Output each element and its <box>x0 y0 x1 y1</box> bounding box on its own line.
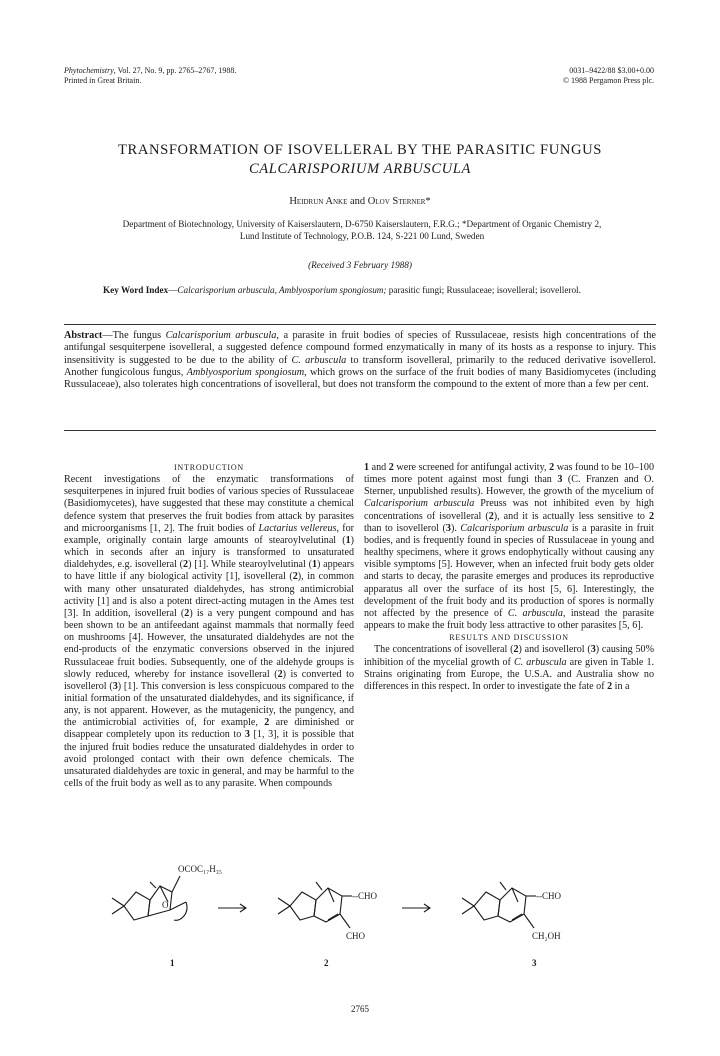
printed-note: Printed in Great Britain. <box>64 76 142 85</box>
introduction-paragraph: Recent investigations of the enzymatic transformations of sesquiterpenes in injured fruit bodies of various species of Russulaceae (Basidiomycetes), have suggested that these may constitute a chemical defence system that preserves the fruit bodies from attack by parasites and microorganisms [1, 2]. The fruit bodies of Lactarius vellereus, for example, originally contain large amounts of stearoylvelutinal (1) which in seconds after an injury is transformed to unsaturated dialdehydes, e.g. isovelleral (2) [1]. While stearoylvelutinal (1) appears to have little if any biological activity [1], isovelleral (2), in common with many other unsaturated dialdehydes, has strong antimicrobial activity [1] and is also a potent direct-acting mutagen in the Ames test [3]. In addition, isovelleral (2) is a very pungent compound and has been shown to be an antifeedant against mammals that normally feed on mushrooms [4]. However, the unsaturated dialdehydes are not the end-products of the enzymatic conversions observed in the injured Russulaceae fruit bodies. Subsequently, one of the aldehyde groups is slowly reduced, whereby for instance isovelleral (2) is converted to isovellerol (3) [1]. This conversion is less conspicuous compared to the initial formation of the unsaturated dialdehydes, and its significance, if any, is not apparent. However, as the mutagenicity, the pungency, and the antimicrobial activities of, for example, 2 are diminished or disappear completely upon its reduction to 3 [1, 3], it is possible that the injured fruit bodies reduce the unsaturated dialdehydes in order to avoid prolonged contact with their own defence chemicals. The unsaturated dialdehydes are toxic in general, and may be harmful to the cells of the fruit body as well as to any parasite. When compounds <box>64 474 355 790</box>
aldehyde-label-top: --CHO <box>352 891 377 901</box>
keyword-label: Key Word Index <box>103 285 169 295</box>
introduction-heading: INTRODUCTION <box>173 463 245 472</box>
column-left <box>64 462 354 790</box>
keyword-dash: — <box>168 285 178 295</box>
ester-label: OCOC₁₇H₃₅ <box>178 864 223 874</box>
abstract: Abstract—The fungus Calcarisporium arbuscula, a parasite in fruit bodies of species of Russulaceae, resists high concentrations of the antifungal sesquiterpene isovelleral, a suggested defence compound formed enzymatically in many of its hosts as a response to injury. This insensitivity is suggested to be due to the ability of C. arbuscula to transform isovelleral, primarily to the reduced derivative isovellerol. Another fungicolous fungus, Amblyosporium spongiosum, which grows on the surface of the fruit bodies of many Basidiomycetes (including Russulaceae), also tolerates high concentrations of isovelleral, but does not transform the compound to the extent of more than a few per cent. <box>64 330 657 391</box>
hydroxymethyl-label: CH₂OH <box>532 931 561 941</box>
article-title <box>40 141 680 179</box>
structure-3 <box>462 882 536 928</box>
ring-oxygen-label: O <box>162 900 169 910</box>
reaction-arrow-2 <box>402 904 430 912</box>
article-code: 0031–9422/88 $3.00+0.00 <box>569 66 654 75</box>
reaction-arrow-1 <box>218 904 246 912</box>
keyword-terms: parasitic fungi; Russulaceae; isovelleral; isovellerol. <box>386 285 581 295</box>
journal-citation: , Vol. 27, No. 9, pp. 2765–2767, 1988. <box>113 66 237 75</box>
page-number: 2765 <box>351 1004 369 1014</box>
title-line-1: TRANSFORMATION OF ISOVELLERAL BY THE PARASITIC FUNGUS <box>118 142 602 158</box>
column-right <box>364 462 654 693</box>
abstract-label: Abstract <box>64 330 103 341</box>
author-2: Olov Sterner* <box>367 196 431 207</box>
results-paragraph: The concentrations of isovelleral (2) and isovellerol (3) causing 50% inhibition of the mycelial growth of C. arbuscula are given in Table 1. Strains originating from Europe, the U.S.A. and Australia show no differences in this respect. In order to investigate the fate of 2 in a <box>364 644 655 692</box>
affiliations <box>62 218 662 242</box>
author-conjunction: and <box>347 196 368 207</box>
running-header-left <box>64 66 236 86</box>
structure-2 <box>278 882 352 928</box>
compound-label-2: 2 <box>324 958 329 968</box>
aldehyde-label-3: --CHO <box>536 891 561 901</box>
structure-1 <box>112 876 187 920</box>
affiliation-line-1: Department of Biotechnology, University of Kaiserslautern, D-6750 Kaiserslautern, F.R.G.; *Department of Organic Chemistry 2, <box>122 219 602 229</box>
journal-name: Phytochemistry <box>64 66 114 75</box>
author-list <box>40 196 680 207</box>
keyword-index <box>103 284 643 296</box>
abstract-top-rule <box>64 324 656 325</box>
aldehyde-label-bottom: CHO <box>346 931 366 941</box>
copyright-note: © 1988 Pergamon Press plc. <box>562 76 654 85</box>
introduction-continued: 1 and 2 were screened for antifungal activity, 2 was found to be 10–100 times more potent against most fungi than 3 (C. Franzen and O. Sterner, unpublished results). However, the growth of the mycelium of Calcarisporium arbuscula Preuss was not inhibited even by high concentrations of isovelleral (2), and it is actually less sensitive to 2 than to isovellerol (3). Calcarisporium arbuscula is a parasite in fruit bodies, and is frequently found in species of Russulaceae in young and healthy specimens, where it grows endophytically without causing any visible symptoms [5]. However, when an infected fruit body gets older and starts to decay, the parasite emerges and produces its reproductive apparatus all over the surface of its host [5, 6]. Interestingly, the development of the fruit body and its production of spores is normally not affected by the presence of C. arbuscula, instead the parasite appears to make the fruit body less attractive to other parasites [5, 6]. <box>364 462 655 632</box>
author-1: Heidrun Anke <box>289 196 348 207</box>
reaction-scheme <box>100 862 630 972</box>
compound-label-1: 1 <box>170 958 175 968</box>
keyword-species: Calcarisporium arbuscula, Amblyosporium spongiosum; <box>177 285 387 295</box>
results-heading: RESULTS AND DISCUSSION <box>449 633 569 643</box>
title-line-2: CALCARISPORIUM ARBUSCULA <box>248 161 472 177</box>
affiliation-line-2: Lund Institute of Technology, P.O.B. 124, S-221 00 Lund, Sweden <box>239 231 485 241</box>
running-header-right <box>563 66 654 86</box>
abstract-bottom-rule <box>64 430 656 431</box>
compound-label-3: 3 <box>532 958 537 968</box>
received-date: (Received 3 February 1988) <box>308 260 412 270</box>
